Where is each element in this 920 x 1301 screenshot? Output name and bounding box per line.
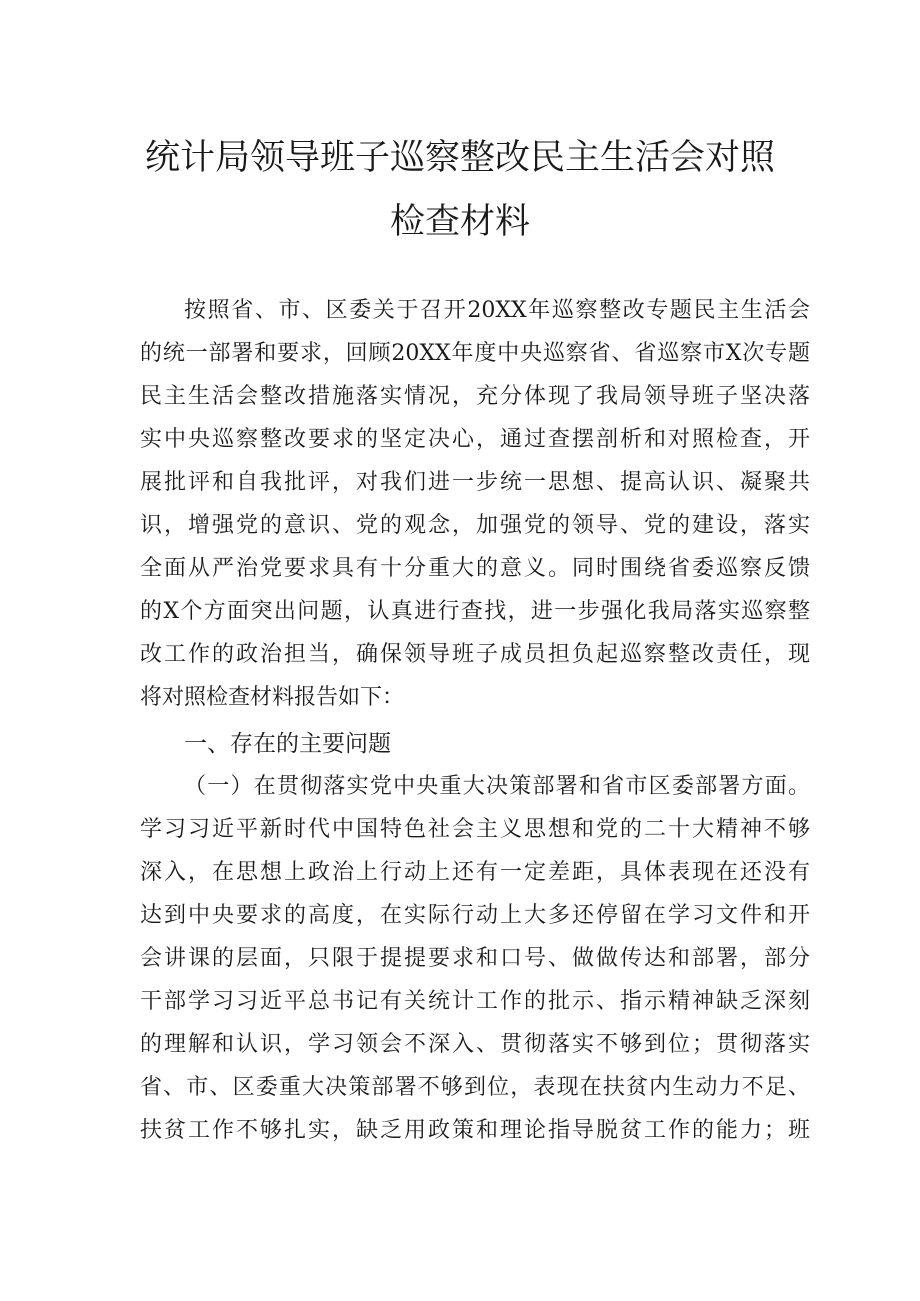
intro-line: 改工作的政治担当，确保领导班子成员担负起巡察整改责任，现: [140, 642, 810, 667]
section-line: 学习习近平新时代中国特色社会主义思想和党的二十大精神不够: [140, 817, 810, 842]
section-paragraph: [140, 765, 810, 1152]
document-title-line-2: 检查材料: [389, 202, 530, 242]
section-line: 达到中央要求的高度，在实际行动上大多还停留在学习文件和开: [140, 903, 810, 928]
section-line: 扶贫工作不够扎实，缺乏用政策和理论指导脱贫工作的能力；班: [140, 1118, 810, 1143]
section-line: 干部学习习近平总书记有关统计工作的批示、指示精神缺乏深刻: [140, 989, 810, 1014]
section-line: （一）在贯彻落实党中央重大决策部署和省市区委部署方面。: [184, 774, 810, 799]
section-line: 的理解和认识，学习领会不深入、贯彻落实不够到位；贯彻落实: [140, 1032, 810, 1057]
intro-line: 将对照检查材料报告如下：: [140, 685, 405, 710]
intro-line: 按照省、市、区委关于召开20XX年巡察整改专题民主生活会: [184, 298, 810, 323]
intro-line: 识，增强党的意识、党的观念，加强党的领导、党的建设，落实: [140, 513, 810, 538]
intro-line: 全面从严治党要求具有十分重大的意义。同时围绕省委巡察反馈: [140, 556, 810, 581]
section-line: 省、市、区委重大决策部署不够到位，表现在扶贫内生动力不足、: [140, 1075, 810, 1100]
intro-line: 展批评和自我批评，对我们进一步统一思想、提高认识、凝聚共: [140, 470, 810, 495]
intro-line: 的统一部署和要求，回顾20XX年度中央巡察省、省巡察市X次专题: [140, 341, 810, 366]
section-line: 会讲课的层面，只限于提提要求和口号、做做传达和部署，部分: [140, 946, 810, 971]
section-heading: 一、存在的主要问题: [184, 731, 391, 757]
intro-line: 实中央巡察整改要求的坚定决心，通过查摆剖析和对照检查，开: [140, 427, 810, 452]
section-line: 深入，在思想上政治上行动上还有一定差距，具体表现在还没有: [140, 860, 810, 885]
document-title-line-1: 统计局领导班子巡察整改民主生活会对照: [144, 138, 775, 178]
intro-line: 的X个方面突出问题，认真进行查找，进一步强化我局落实巡察整: [140, 599, 810, 624]
intro-paragraph: [140, 289, 810, 719]
intro-line: 民主生活会整改措施落实情况，充分体现了我局领导班子坚决落: [140, 384, 810, 409]
